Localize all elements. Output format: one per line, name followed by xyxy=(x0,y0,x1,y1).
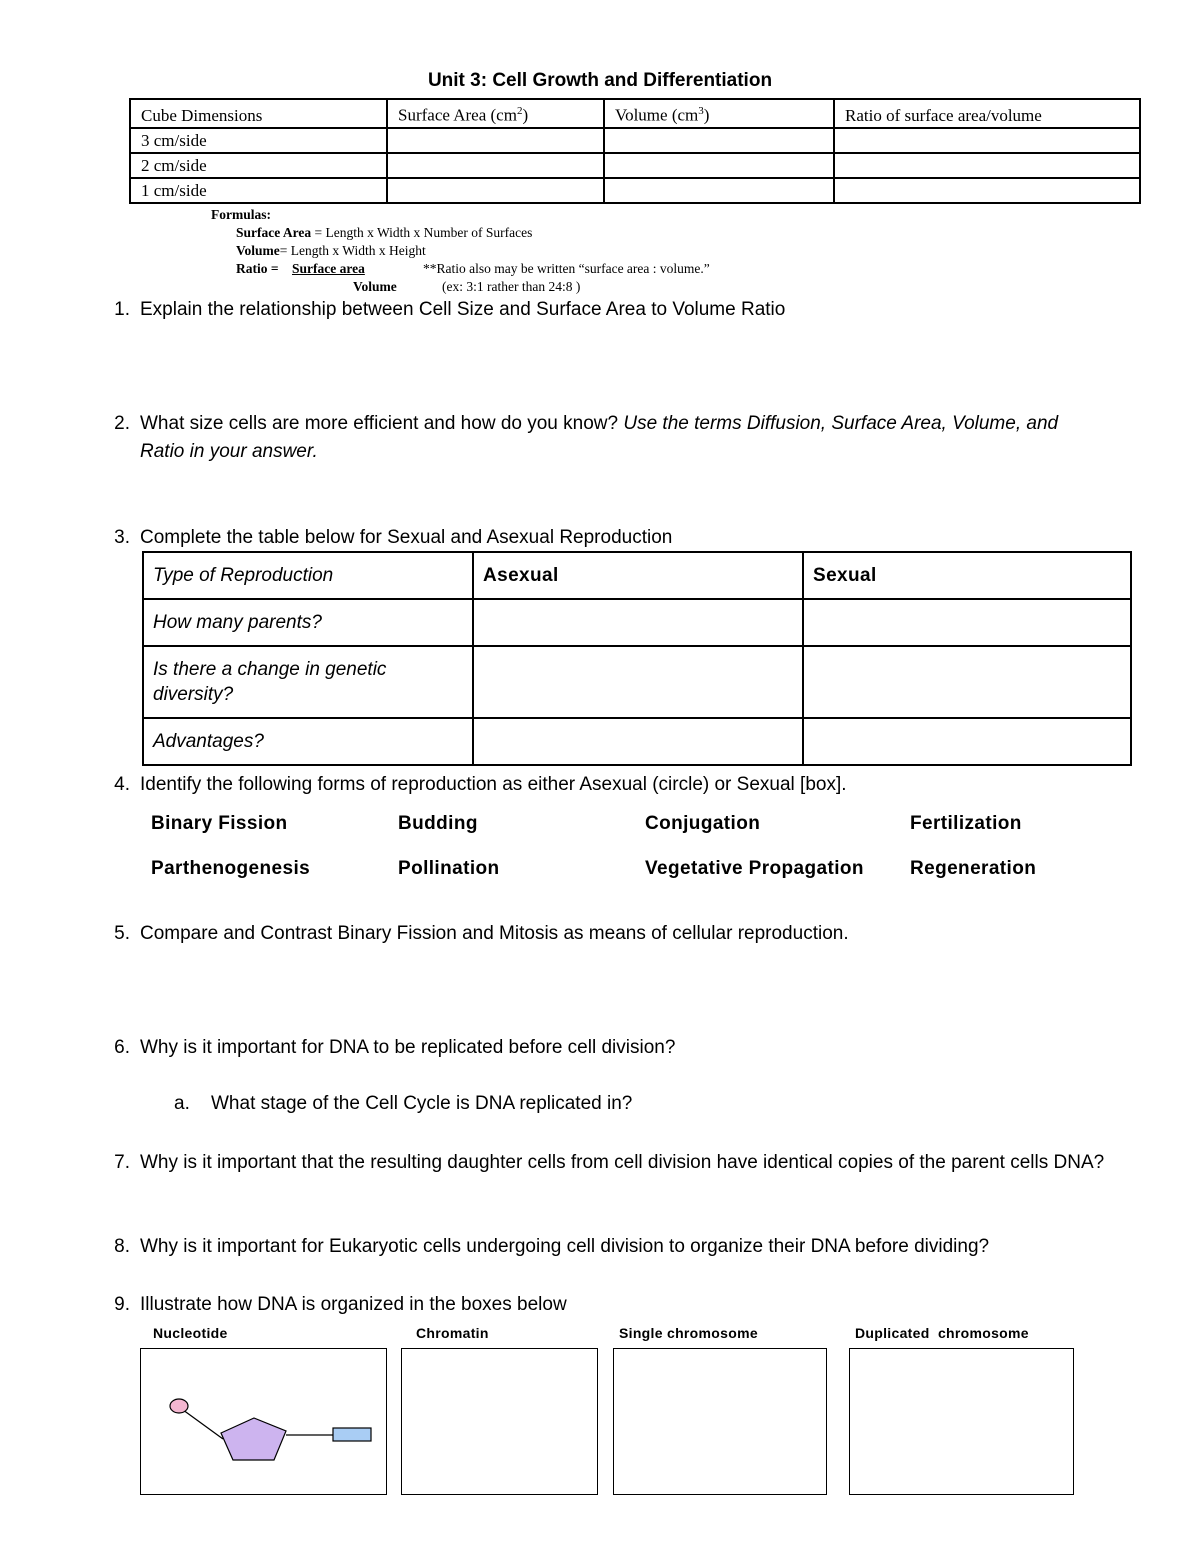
chromatin-box[interactable] xyxy=(401,1348,598,1495)
surface-area-label: Surface Area xyxy=(236,225,312,240)
answer-cell[interactable] xyxy=(473,646,803,718)
row-label: 2 cm/side xyxy=(130,153,387,178)
answer-cell[interactable] xyxy=(473,599,803,646)
table-row xyxy=(130,153,1140,178)
form-term[interactable]: Vegetative Propagation xyxy=(645,858,864,879)
row-label: Advantages? xyxy=(143,718,473,765)
volume-formula: = Length x Width x Height xyxy=(279,243,426,258)
reproduction-table xyxy=(142,551,1132,766)
row-label: 1 cm/side xyxy=(130,178,387,203)
form-term[interactable]: Fertilization xyxy=(910,813,1022,834)
table-row xyxy=(130,178,1140,203)
table-row xyxy=(143,599,1131,646)
form-term[interactable]: Binary Fission xyxy=(151,813,288,834)
nucleotide-icon xyxy=(141,1349,385,1493)
sugar-icon xyxy=(221,1418,286,1460)
answer-cell[interactable] xyxy=(834,178,1140,203)
ratio-note: **Ratio also may be written “surface area : volume.” xyxy=(423,261,710,276)
table-header-row xyxy=(130,99,1140,128)
row-label: Is there a change in genetic diversity? xyxy=(143,646,473,718)
single-chromosome-label: Single chromosome xyxy=(619,1325,758,1341)
volume-label: Volume xyxy=(236,243,280,258)
header-sexual: Sexual xyxy=(803,552,1131,599)
surface-area-table xyxy=(129,98,1141,204)
answer-cell[interactable] xyxy=(604,128,834,153)
form-term[interactable]: Budding xyxy=(398,813,478,834)
ratio-label: Ratio = xyxy=(236,261,279,276)
answer-cell[interactable] xyxy=(387,128,604,153)
answer-cell[interactable] xyxy=(604,153,834,178)
surface-area-formula: = Length x Width x Number of Surfaces xyxy=(314,225,533,240)
answer-cell[interactable] xyxy=(803,646,1131,718)
header-cube-dimensions: Cube Dimensions xyxy=(130,99,387,128)
answer-cell[interactable] xyxy=(834,153,1140,178)
form-term[interactable]: Regeneration xyxy=(910,858,1037,879)
ratio-example: (ex: 3:1 rather than 24:8 ) xyxy=(442,279,581,294)
answer-cell[interactable] xyxy=(604,178,834,203)
answer-cell[interactable] xyxy=(387,153,604,178)
header-type: Type of Reproduction xyxy=(143,552,473,599)
phosphate-icon xyxy=(170,1399,188,1413)
row-label: 3 cm/side xyxy=(130,128,387,153)
header-ratio: Ratio of surface area/volume xyxy=(834,99,1140,128)
nucleotide-box xyxy=(140,1348,387,1495)
form-term[interactable]: Parthenogenesis xyxy=(151,858,311,879)
table-row xyxy=(143,718,1131,765)
chromatin-label: Chromatin xyxy=(416,1325,489,1341)
answer-cell[interactable] xyxy=(473,718,803,765)
ratio-denominator: Volume xyxy=(353,279,397,294)
table-header-row xyxy=(143,552,1131,599)
duplicated-chromosome-box[interactable] xyxy=(849,1348,1074,1495)
answer-cell[interactable] xyxy=(803,718,1131,765)
header-surface-area: Surface Area $(cm^2)$ xyxy=(387,99,604,128)
page-title: Unit 3: Cell Growth and Differentiation xyxy=(427,70,773,91)
form-term[interactable]: Conjugation xyxy=(645,813,761,834)
nucleotide-label: Nucleotide xyxy=(153,1325,228,1341)
nitrogen-base-icon xyxy=(333,1428,371,1441)
ratio-numerator: Surface area xyxy=(292,261,365,276)
table-row xyxy=(143,646,1131,718)
single-chromosome-box[interactable] xyxy=(613,1348,827,1495)
form-term[interactable]: Pollination xyxy=(398,858,500,879)
answer-cell[interactable] xyxy=(803,599,1131,646)
row-label: How many parents? xyxy=(143,599,473,646)
table-row xyxy=(130,128,1140,153)
header-volume: Volume $(cm^3)$ xyxy=(604,99,834,128)
answer-cell[interactable] xyxy=(387,178,604,203)
formulas-heading: Formulas: xyxy=(211,207,271,222)
answer-cell[interactable] xyxy=(834,128,1140,153)
duplicated-chromosome-label: Duplicated chromosome xyxy=(855,1325,1029,1341)
header-asexual: Asexual xyxy=(473,552,803,599)
